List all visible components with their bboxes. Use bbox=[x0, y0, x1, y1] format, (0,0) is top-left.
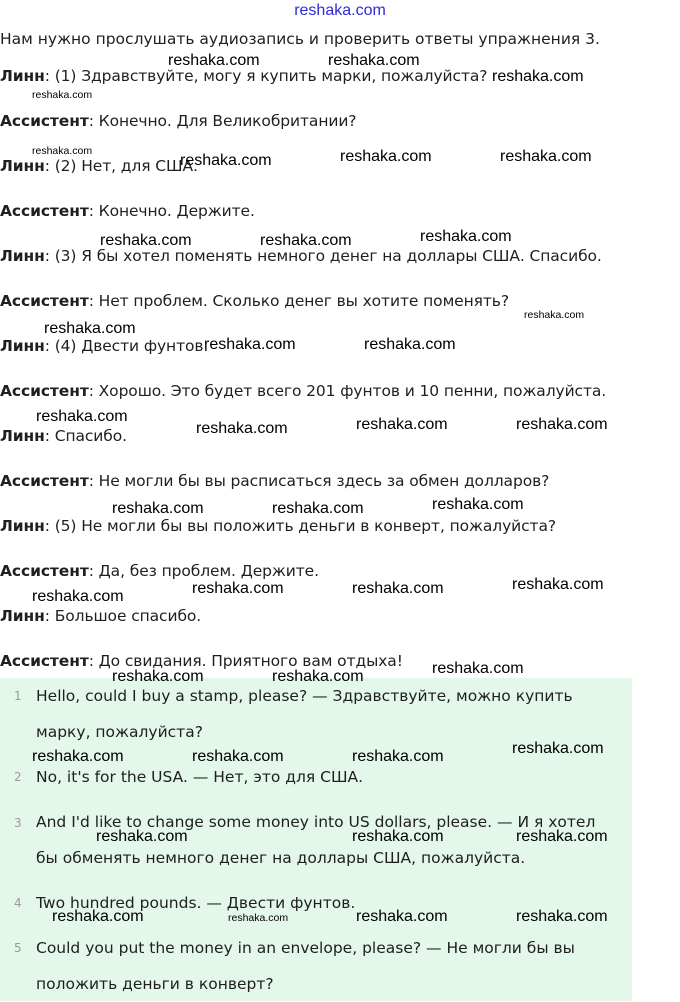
watermark-text: reshaka.com bbox=[52, 908, 144, 925]
answer-line: And I'd like to change some money into US dollars, please. — И я хотел bbox=[36, 813, 596, 831]
line-text: : Конечно. Держите. bbox=[88, 202, 255, 220]
answer-line: No, it's for the USA. — Нет, это для США. bbox=[36, 768, 364, 786]
line-text: : Не могли бы вы расписаться здесь за обмен долларов? bbox=[88, 472, 550, 490]
answer-number: 3 bbox=[14, 816, 22, 830]
speaker-name: Линн bbox=[0, 427, 45, 445]
speaker-name: Линн bbox=[0, 247, 45, 265]
watermark-text: reshaka.com bbox=[364, 336, 456, 353]
watermark-text: reshaka.com bbox=[420, 228, 512, 245]
watermark-text: reshaka.com bbox=[100, 232, 192, 249]
watermark-text: reshaka.com bbox=[44, 320, 136, 337]
dialogue-line bbox=[0, 337, 208, 355]
watermark-text: reshaka.com bbox=[228, 912, 289, 924]
watermark-text: reshaka.com bbox=[516, 908, 608, 925]
answer-line: Could you put the money in an envelope, please? — Не могли бы вы bbox=[36, 939, 575, 957]
watermark-text: reshaka.com bbox=[340, 148, 432, 165]
watermark-text: reshaka.com bbox=[192, 580, 284, 597]
dialogue-line bbox=[0, 382, 606, 400]
watermark-text: reshaka.com bbox=[352, 580, 444, 597]
watermark-text: reshaka.com bbox=[32, 145, 93, 157]
answer-item bbox=[36, 759, 626, 795]
answer-number: 2 bbox=[14, 770, 22, 784]
speaker-name: Ассистент bbox=[0, 562, 89, 580]
intro-text: Нам нужно прослушать аудиозапись и проверить ответы упражнения 3. bbox=[0, 30, 600, 48]
speaker-name: Ассистент bbox=[0, 292, 89, 310]
watermark-text: reshaka.com bbox=[352, 828, 444, 845]
watermark-text: reshaka.com bbox=[500, 148, 592, 165]
site-header-link[interactable]: reshaka.com bbox=[294, 2, 386, 19]
speaker-name: Линн bbox=[0, 517, 45, 535]
answer-line: бы обменять немного денег на доллары США, пожалуйста. bbox=[36, 849, 526, 867]
line-text: : (1) Здравствуйте, могу я купить марки, пожалуйста? bbox=[44, 67, 488, 85]
line-text: : Нет проблем. Сколько денег вы хотите поменять? bbox=[88, 292, 509, 310]
watermark-text: reshaka.com bbox=[112, 668, 204, 685]
watermark-text: reshaka.com bbox=[32, 748, 124, 765]
watermark-text: reshaka.com bbox=[356, 908, 448, 925]
line-text: : (2) Нет, для США. bbox=[44, 157, 198, 175]
dialogue-line bbox=[0, 202, 255, 220]
dialogue-line bbox=[0, 607, 201, 625]
watermark-text: reshaka.com bbox=[492, 68, 584, 85]
watermark-text: reshaka.com bbox=[356, 416, 448, 433]
answer-number: 5 bbox=[14, 941, 22, 955]
speaker-name: Ассистент bbox=[0, 202, 89, 220]
watermark-text: reshaka.com bbox=[524, 309, 585, 321]
line-text: : (3) Я бы хотел поменять немного денег на доллары США. Спасибо. bbox=[44, 247, 602, 265]
line-text: : До свидания. Приятного вам отдыха! bbox=[88, 652, 403, 670]
watermark-text: reshaka.com bbox=[272, 668, 364, 685]
dialogue-line bbox=[0, 427, 127, 445]
speaker-name: Линн bbox=[0, 607, 45, 625]
speaker-name: Ассистент bbox=[0, 382, 89, 400]
answer-number: 1 bbox=[14, 689, 22, 703]
speaker-name: Ассистент bbox=[0, 652, 89, 670]
watermark-text: reshaka.com bbox=[32, 89, 93, 101]
watermark-text: reshaka.com bbox=[512, 740, 604, 757]
speaker-name: Линн bbox=[0, 157, 45, 175]
line-text: : Большое спасибо. bbox=[44, 607, 202, 625]
answer-line: Hello, could I buy a stamp, please? — Здравствуйте, можно купить bbox=[36, 687, 573, 705]
answer-number: 4 bbox=[14, 896, 22, 910]
speaker-name: Линн bbox=[0, 67, 45, 85]
line-text: : (5) Не могли бы вы положить деньги в конверт, пожалуйста? bbox=[44, 517, 557, 535]
answer-line: марку, пожалуйста? bbox=[36, 723, 203, 741]
line-text: : Да, без проблем. Держите. bbox=[88, 562, 319, 580]
line-text: : Конечно. Для Великобритании? bbox=[88, 112, 357, 130]
watermark-text: reshaka.com bbox=[204, 336, 296, 353]
watermark-text: reshaka.com bbox=[352, 748, 444, 765]
dialogue-line bbox=[0, 112, 356, 130]
watermark-text: reshaka.com bbox=[328, 52, 420, 69]
watermark-text: reshaka.com bbox=[168, 52, 260, 69]
watermark-text: reshaka.com bbox=[180, 152, 272, 169]
watermark-text: reshaka.com bbox=[36, 408, 128, 425]
watermark-text: reshaka.com bbox=[432, 660, 524, 677]
answer-line: положить деньги в конверт? bbox=[36, 975, 274, 993]
watermark-text: reshaka.com bbox=[516, 828, 608, 845]
speaker-name: Линн bbox=[0, 337, 45, 355]
speaker-name: Ассистент bbox=[0, 112, 89, 130]
watermark-text: reshaka.com bbox=[432, 496, 524, 513]
line-text: : (4) Двести фунтов. bbox=[44, 337, 209, 355]
dialogue-line bbox=[0, 517, 556, 535]
answer-item bbox=[36, 930, 626, 1002]
dialogue-line bbox=[0, 472, 549, 490]
watermark-text: reshaka.com bbox=[512, 576, 604, 593]
dialogue-line bbox=[0, 157, 198, 175]
line-text: : Спасибо. bbox=[44, 427, 127, 445]
watermark-text: reshaka.com bbox=[32, 588, 124, 605]
dialogue-line bbox=[0, 562, 319, 580]
watermark-text: reshaka.com bbox=[196, 420, 288, 437]
watermark-text: reshaka.com bbox=[516, 416, 608, 433]
watermark-text: reshaka.com bbox=[272, 500, 364, 517]
watermark-text: reshaka.com bbox=[192, 748, 284, 765]
watermark-text: reshaka.com bbox=[96, 828, 188, 845]
dialogue-line bbox=[0, 292, 509, 310]
watermark-text: reshaka.com bbox=[112, 500, 204, 517]
speaker-name: Ассистент bbox=[0, 472, 89, 490]
watermark-text: reshaka.com bbox=[260, 232, 352, 249]
answer-line: Two hundred pounds. — Двести фунтов. bbox=[36, 894, 356, 912]
line-text: : Хорошо. Это будет всего 201 фунтов и 10 пенни, пожалуйста. bbox=[88, 382, 607, 400]
